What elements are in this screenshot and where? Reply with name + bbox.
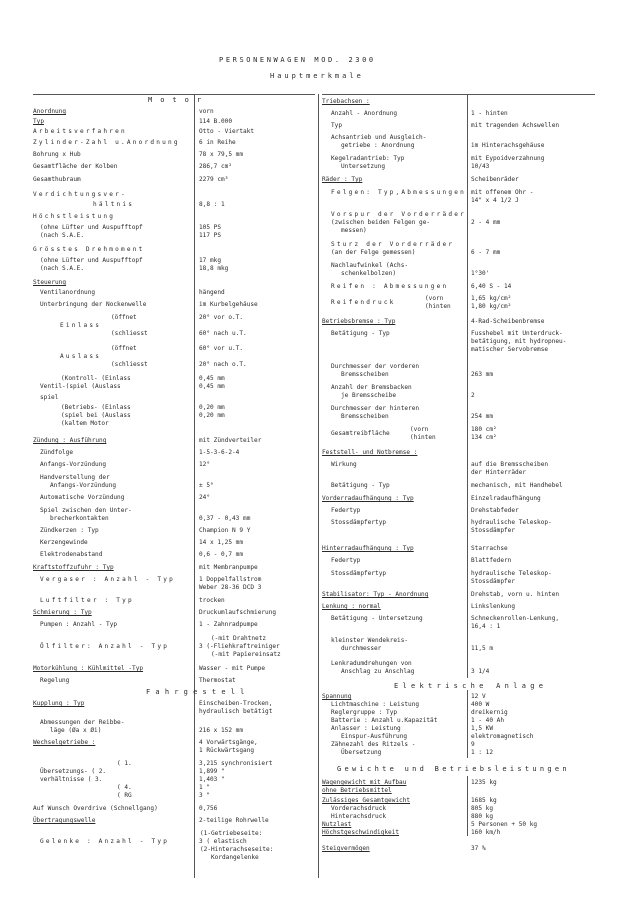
spec-value: 1 - 40 Ah: [471, 717, 505, 724]
spec-label: Kerzengewinde: [40, 539, 88, 546]
spec-label: läge (Øa x Øi): [50, 727, 102, 734]
spec-value: (-mit Drahtnetz: [211, 635, 267, 642]
spec-label: Luftfilter : Typ: [40, 597, 134, 604]
spec-label: Typ: [33, 118, 45, 125]
spec-label: ohne Betriebsmittel: [322, 787, 392, 794]
spec-value: Linkslenkung: [471, 603, 516, 610]
spec-label: Zähnezahl des Ritzels -: [331, 741, 416, 748]
spec-label: (kaltem Motor: [61, 420, 109, 427]
section-heading-elektrik: Elektrische Anlage: [394, 682, 548, 690]
spec-value: 6,40 S - 14: [471, 283, 512, 290]
spec-value: hydraulisch betätigt: [199, 708, 273, 715]
spec-value: 263 mm: [471, 371, 494, 378]
spec-value: hydraulische Teleskop-: [471, 570, 552, 577]
spec-value: 1 Doppelfallstrom: [199, 576, 262, 583]
spec-value: 2 - 4 mm: [471, 219, 501, 226]
spec-label: (schliesst: [111, 361, 148, 368]
spec-value: 0,756: [199, 805, 218, 812]
spec-label: Untersetzung: [341, 163, 386, 170]
spec-value: Fusshebel mit Unterdruck-: [471, 330, 563, 337]
spec-label: Lichtmaschine : Leistung: [331, 701, 420, 708]
spec-label: (vorn: [410, 426, 429, 433]
spec-label: Anfangs-Vorzündung: [40, 461, 107, 468]
spec-value: 1,80 kg/cm²: [471, 303, 512, 310]
spec-label: Zündfolge: [40, 449, 74, 456]
spec-value: 0,45 mm: [199, 375, 225, 382]
spec-label: Triebachsen :: [322, 98, 370, 105]
spec-label: Übertragungswelle: [33, 817, 96, 824]
spec-value: Drehstab, vorn u. hinten: [471, 591, 560, 598]
spec-label: Ventil-(spiel (Auslass: [40, 383, 121, 390]
spec-label: Anordnung: [33, 108, 67, 115]
spec-value: 1 - Zahnradpumpe: [199, 621, 258, 628]
spec-value: 1°30': [471, 270, 490, 277]
spec-value: 114 B.000: [199, 118, 233, 125]
spec-value: (1-Getriebeseite:: [200, 830, 263, 837]
spec-label: Wechselgetriebe :: [33, 739, 96, 746]
spec-label: Ventilanordnung: [40, 289, 96, 296]
spec-label: getriebe : Anordnung: [341, 142, 415, 149]
left-column-divider: [194, 94, 195, 878]
spec-label: Lenkradumdrehungen von: [331, 660, 412, 667]
spec-label: (nach S.A.E.: [40, 232, 85, 239]
spec-label: (vorn: [425, 295, 444, 302]
spec-value: Druckumlaufschmierung: [199, 609, 277, 616]
spec-value: 5 Personen + 50 kg: [471, 821, 538, 828]
spec-label: Hinterachsdruck: [331, 813, 387, 820]
spec-label: ( 1.: [117, 760, 132, 767]
spec-value: Schneckenrollen-Lenkung,: [471, 615, 560, 622]
spec-label: (hinten: [410, 434, 436, 441]
spec-value: im Hinterachsgehäuse: [471, 142, 545, 149]
left-top-rule: [33, 94, 315, 95]
spec-label: Zulässiges Gesamtgewicht: [322, 797, 411, 804]
spec-label: Betätigung - Typ: [331, 330, 390, 337]
spec-label: Durchmesser der hinteren: [331, 405, 420, 412]
spec-label: durchmesser: [341, 645, 382, 652]
spec-value: 105 PS: [199, 224, 222, 231]
spec-label: (schliesst: [111, 330, 148, 337]
spec-value: 18,8 mkg: [199, 265, 229, 272]
center-divider: [318, 94, 319, 878]
spec-value: 3 ( elastisch: [199, 838, 247, 845]
spec-label: Lenkung : normal: [322, 603, 381, 610]
spec-label: Vorderachsdruck: [331, 805, 387, 812]
spec-label: Bremsscheiben: [341, 371, 389, 378]
spec-label: Höchstleistung: [33, 213, 116, 220]
spec-label: (hinten: [425, 303, 451, 310]
spec-label: Hinterradaufhängung : Typ: [322, 545, 414, 552]
spec-value: 8,8 : 1: [199, 201, 225, 208]
spec-label: (nach S.A.E.: [40, 265, 85, 272]
spec-value: 20° nach o.T.: [199, 361, 247, 368]
spec-label: spiel: [40, 394, 59, 401]
spec-label: Nachlaufwinkel (Achs-: [331, 262, 409, 269]
spec-value: 4 Vorwärtsgänge,: [199, 739, 258, 746]
spec-value: Einscheiben-Trocken,: [199, 700, 273, 707]
right-top-rule: [322, 94, 595, 95]
spec-label: (öffnet: [111, 345, 137, 352]
spec-value: 10/43: [471, 163, 490, 170]
spec-label: Anlasser : Leistung: [331, 725, 401, 732]
spec-value: 9: [471, 741, 475, 748]
spec-value: Thermostat: [199, 677, 236, 684]
spec-label: Einlass: [60, 322, 102, 329]
spec-value: 1,899 ": [199, 768, 225, 775]
spec-value: 14" x 4 1/2 J: [471, 197, 519, 204]
spec-label: Pumpen : Anzahl - Typ: [40, 621, 118, 628]
spec-value: Drehstabfeder: [471, 507, 519, 514]
spec-label: Stabilisator: Typ - Anordnung: [322, 591, 429, 598]
spec-label: Durchmesser der vorderen: [331, 363, 420, 370]
spec-value: 880 kg: [471, 813, 494, 820]
spec-value: 4-Rad-Scheibenbremse: [471, 318, 545, 325]
spec-label: Betriebsbremse : Typ: [322, 318, 396, 325]
spec-value: 12 V: [471, 693, 486, 700]
spec-label: Kegelradantrieb: Typ: [331, 155, 405, 162]
spec-label: Kraftstoffzufuhr : Typ: [33, 564, 114, 571]
spec-label: Spiel zwischen den Unter-: [40, 507, 132, 514]
spec-value: elektromagnetisch: [471, 733, 534, 740]
spec-value: 1,403 ": [199, 776, 225, 783]
spec-value: 1 Rückwärtsgang: [199, 747, 255, 754]
spec-value: 1 - hinten: [471, 110, 508, 117]
spec-label: (ohne Lüfter und Auspufftopf: [40, 257, 143, 264]
spec-label: Feststell- und Notbremse :: [322, 449, 418, 456]
spec-label: Auf Wunsch Overdrive (Schnellgang): [33, 805, 158, 812]
spec-label: Vorspur der Vorderräder: [331, 211, 466, 218]
spec-value: 6 - 7 mm: [471, 249, 501, 256]
spec-value: matischer Servobremse: [471, 346, 549, 353]
spec-value: trocken: [199, 597, 225, 604]
spec-label: Anfangs-Vorzündung: [50, 482, 117, 489]
spec-label: Zündung : Ausführung: [33, 437, 107, 444]
section-heading-fahrgestell: Fahrgestell: [146, 688, 250, 696]
spec-value: 78 x 79,5 mm: [199, 151, 244, 158]
spec-value: 3 (-Fliehkraftreiniger: [199, 643, 280, 650]
spec-value: Weber 28-36 DCD 3: [199, 584, 262, 591]
spec-label: Motorkühlung : Kühlmittel -Typ: [33, 665, 144, 672]
spec-label: Federtyp: [331, 507, 361, 514]
spec-value: 134 cm²: [471, 434, 497, 441]
spec-label: Bohrung x Hub: [33, 151, 81, 158]
spec-value: 3,215 synchronisiert: [199, 760, 273, 767]
spec-value: 11,5 m: [471, 645, 494, 652]
spec-value: 1 : 12: [471, 749, 494, 756]
spec-value: Stossdämpfer: [471, 578, 516, 585]
spec-value: 3 ": [199, 792, 211, 799]
spec-label: Batterie : Anzahl u.Kapazität: [331, 717, 438, 724]
right-column-divider-lower: [467, 690, 468, 758]
spec-value: Wasser - mit Pumpe: [199, 665, 266, 672]
spec-value: 6 in Reihe: [199, 139, 236, 146]
spec-label: Verdichtungsver-: [33, 191, 127, 198]
spec-value: 0,6 - 0,7 mm: [199, 551, 244, 558]
spec-value: mit tragenden Achswellen: [471, 122, 560, 129]
spec-value: Stossdämpfer: [471, 527, 516, 534]
spec-label: Reifendruck: [331, 299, 396, 306]
spec-value: der Hinterräder: [471, 469, 527, 476]
spec-label: (zwischen beiden Felgen ge-: [331, 219, 431, 226]
spec-label: (ohne Lüfter und Auspufftopf: [40, 224, 143, 231]
spec-value: dreikernig: [471, 709, 508, 716]
spec-label: Ölfilter: Anzahl - Typ: [40, 643, 170, 650]
spec-label: Räder : Typ: [322, 176, 363, 183]
spec-value: 0,37 - 0,43 mm: [199, 515, 251, 522]
spec-label: Übersetzungs- ( 2.: [40, 768, 107, 775]
spec-label: (an der Felge gemessen): [331, 249, 416, 256]
spec-label: Arbeitsverfahren: [33, 128, 127, 135]
spec-value: 24°: [199, 494, 211, 501]
spec-value: 117 PS: [199, 232, 222, 239]
spec-value: betätigung, mit hydropneu-: [471, 338, 567, 345]
spec-label: Zylinder-Zahl u.Anordnung: [33, 139, 180, 146]
spec-label: Reglergruppe : Typ: [331, 709, 398, 716]
spec-value: 17 mkg: [199, 257, 222, 264]
spec-value: mit Membranpumpe: [199, 564, 258, 571]
spec-label: Wagengewicht mit Aufbau: [322, 779, 407, 786]
spec-label: Gesamtreibfläche: [331, 430, 390, 437]
spec-value: 1,65 kg/cm²: [471, 295, 512, 302]
section-heading-motor: Motor: [148, 96, 210, 104]
spec-value: Starrachse: [471, 545, 508, 552]
spec-label: Felgen: Typ,Abmessungen: [331, 189, 466, 196]
spec-label: Einspur-Ausführung: [341, 733, 408, 740]
spec-label: Stossdämpfertyp: [331, 519, 387, 526]
spec-value: 1,5 KW: [471, 725, 494, 732]
spec-label: (Betriebs- (Einlass: [61, 404, 131, 411]
spec-label: Gesamthubraum: [33, 176, 81, 183]
spec-label: Gesamtfläche der Kolben: [33, 163, 118, 170]
spec-value: Scheibenräder: [471, 176, 519, 183]
right-column-divider: [467, 94, 468, 678]
spec-value: hydraulische Teleskop-: [471, 519, 552, 526]
spec-value: 2279 cm³: [199, 176, 229, 183]
spec-label: Unterbringung der Nockenwelle: [40, 301, 147, 308]
spec-value: 0,20 mm: [199, 404, 225, 411]
spec-value: mit Zündverteiler: [199, 437, 262, 444]
spec-label: Achsantrieb und Ausgleich-: [331, 134, 427, 141]
spec-label: Vergaser : Anzahl - Typ: [40, 576, 175, 583]
spec-value: hängend: [199, 289, 225, 296]
spec-label: Wirkung: [331, 461, 357, 468]
spec-label: messen): [341, 227, 367, 234]
spec-label: brecherkontakten: [50, 515, 109, 522]
spec-value: 160 km/h: [471, 829, 501, 836]
spec-label: Steuerung: [33, 279, 67, 286]
spec-value: im Kurbelgehäuse: [199, 301, 258, 308]
spec-value: Einzelradaufhängung: [471, 495, 541, 502]
spec-label: Automatische Vorzündung: [40, 494, 125, 501]
spec-label: hältnis: [93, 201, 135, 208]
spec-label: Betätigung - Typ: [331, 482, 390, 489]
section-heading-gewichte: Gewichte und Betriebsleistungen: [337, 765, 570, 773]
spec-value: Blattfedern: [471, 557, 512, 564]
spec-label: Elektrodenabstand: [40, 551, 103, 558]
spec-label: Grösstes Drehmoment: [33, 246, 145, 253]
spec-value: 805 kg: [471, 805, 494, 812]
spec-value: Champion N 9 Y: [199, 527, 251, 534]
spec-value: 3 1/4: [471, 668, 490, 675]
spec-value: 60° nach u.T.: [199, 330, 247, 337]
spec-value: mechanisch, mit Handhebel: [471, 482, 563, 489]
spec-label: Nutzlast: [322, 821, 352, 828]
spec-value: 37 %: [471, 845, 486, 852]
spec-value: auf die Bremsscheiben: [471, 461, 549, 468]
spec-label: Höchstgeschwindigkeit: [322, 829, 400, 836]
spec-label: (spiel bei (Auslass: [61, 412, 131, 419]
spec-label: Steigvermögen: [322, 845, 370, 852]
spec-label: (öffnet: [111, 314, 137, 321]
spec-value: Otto - Viertakt: [199, 128, 255, 135]
spec-label: Sturz der Vorderräder: [331, 241, 455, 248]
spec-label: Regelung: [40, 677, 70, 684]
spec-value: 286,7 cm²: [199, 163, 233, 170]
spec-label: Gelenke : Anzahl - Typ: [40, 838, 170, 845]
spec-label: Stossdämpfertyp: [331, 570, 387, 577]
spec-value: 60° vor u.T.: [199, 345, 244, 352]
spec-label: Typ: [331, 122, 343, 129]
spec-value: 254 mm: [471, 413, 494, 420]
page-title: PERSONENWAGEN MOD. 2300: [219, 56, 376, 64]
spec-value: 216 x 152 mm: [199, 727, 244, 734]
spec-value: 0,45 mm: [199, 383, 225, 390]
spec-label: je Bremsscheibe: [341, 392, 397, 399]
spec-label: Spannung: [322, 693, 352, 700]
spec-value: 12°: [199, 461, 211, 468]
spec-value: vorn: [199, 108, 214, 115]
spec-label: (Kontroll- (Einlass: [61, 375, 131, 382]
spec-label: Kupplung : Typ: [33, 700, 85, 707]
spec-value: 0,20 mm: [199, 412, 225, 419]
spec-label: Federtyp: [331, 557, 361, 564]
spec-label: Anzahl - Anordnung: [331, 110, 398, 117]
spec-value: 2: [471, 392, 475, 399]
spec-label: Bremsscheiben: [341, 413, 389, 420]
spec-value: 14 x 1,25 mm: [199, 539, 244, 546]
spec-value: 180 cm²: [471, 426, 497, 433]
spec-label: Vorderradaufhängung : Typ: [322, 495, 414, 502]
spec-value: 16,4 : 1: [471, 623, 501, 630]
spec-label: Handverstellung der: [40, 474, 110, 481]
spec-value: ± 5°: [199, 482, 214, 489]
spec-value: 1685 kg: [471, 797, 497, 804]
spec-value: mit Eypoidverzahnung: [471, 155, 545, 162]
spec-label: Schmierung : Typ: [33, 609, 92, 616]
spec-value: (-mit Papiereinsatz: [211, 651, 281, 658]
spec-label: ( RG: [117, 792, 132, 799]
spec-value: 20° vor o.T.: [199, 314, 244, 321]
spec-label: Betätigung - Untersetzung: [331, 615, 423, 622]
spec-label: verhältnisse ( 3.: [40, 776, 103, 783]
spec-value: 2-teilige Rohrwelle: [199, 817, 269, 824]
right-column-divider-bottom: [467, 776, 468, 836]
spec-label: Anzahl der Bremsbacken: [331, 384, 412, 391]
spec-label: Reifen : Abmessungen: [331, 283, 449, 290]
spec-value: (2-Hinterachseseite:: [200, 846, 274, 853]
spec-label: Zündkerzen : Typ: [40, 527, 99, 534]
spec-label: Übersetzung: [341, 749, 382, 756]
spec-label: Auslass: [60, 353, 102, 360]
spec-label: kleinster Wendekreis-: [331, 637, 409, 644]
spec-value: mit offenem Ohr -: [471, 189, 534, 196]
spec-value: 1-5-3-6-2-4: [199, 449, 240, 456]
spec-value: 400 W: [471, 701, 490, 708]
page-subtitle: Hauptmerkmale: [270, 72, 364, 80]
spec-label: ( 4.: [117, 784, 132, 791]
spec-value: 1235 kg: [471, 779, 497, 786]
spec-label: Abmessungen der Reibbe-: [40, 719, 125, 726]
spec-label: schenkelbolzen): [341, 270, 397, 277]
spec-label: Anschlag zu Anschlag: [341, 668, 415, 675]
spec-value: Kordangelenke: [211, 854, 259, 861]
spec-value: 1 ": [199, 784, 211, 791]
